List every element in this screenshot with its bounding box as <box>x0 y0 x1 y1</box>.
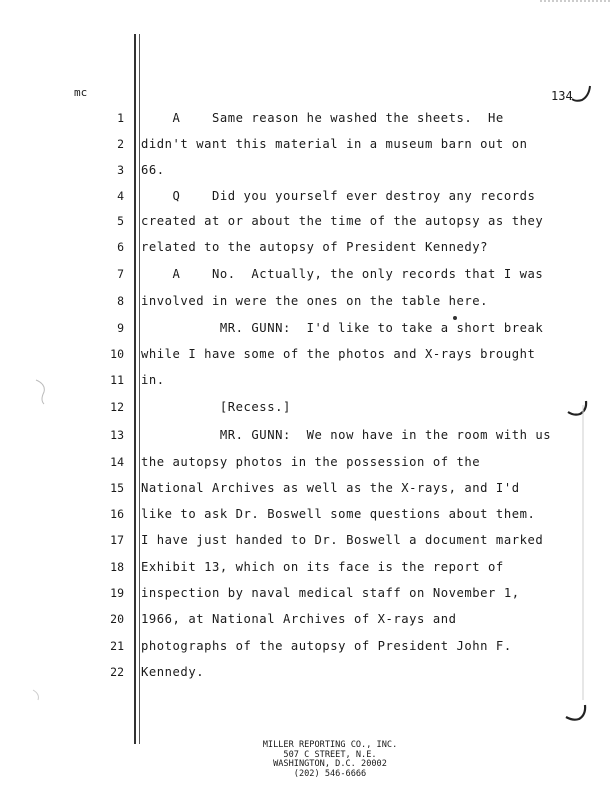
transcript-line: the autopsy photos in the possession of the <box>141 455 481 469</box>
footer-street: 507 C STREET, N.E. <box>283 749 377 760</box>
footer-city: WASHINGTON, D.C. 20002 <box>273 759 387 770</box>
line-number: 21 <box>110 639 124 653</box>
transcript-line: 1966, at National Archives of X-rays and <box>141 612 457 626</box>
transcript-line: MR. GUNN: I'd like to take a short break <box>141 321 544 335</box>
line-number: 4 <box>117 189 124 203</box>
transcript-line: A Same reason he washed the sheets. He <box>141 111 504 125</box>
transcript-line: related to the autopsy of President Kennedy? <box>141 240 489 254</box>
transcript-line: Kennedy. <box>141 665 205 679</box>
line-number: 16 <box>110 507 124 521</box>
line-number: 1 <box>117 111 124 125</box>
line-number: 5 <box>117 214 124 228</box>
line-number: 10 <box>110 347 124 361</box>
line-number: 14 <box>110 455 124 469</box>
transcript-line: created at or about the time of the autopsy as they <box>141 214 544 228</box>
transcript-line: National Archives as well as the X-rays, and I'd <box>141 481 520 495</box>
faint-mark <box>36 380 44 404</box>
line-number: 3 <box>117 163 124 177</box>
transcript-line: in. <box>141 373 165 387</box>
line-number: 13 <box>110 428 124 442</box>
line-number: 11 <box>110 373 124 387</box>
transcript-line: MR. GUNN: We now have in the room with us <box>141 428 552 442</box>
binder-hook-mark <box>566 705 585 720</box>
footer-company: MILLER REPORTING CO., INC. <box>262 740 398 750</box>
line-number: 17 <box>110 533 124 547</box>
line-number: 7 <box>117 267 124 281</box>
line-number: 15 <box>110 481 124 495</box>
transcript-line: involved in were the ones on the table here. <box>141 294 489 308</box>
transcript-line: photographs of the autopsy of President John F. <box>141 639 512 653</box>
transcript-line: Q Did you yourself ever destroy any records <box>141 189 536 203</box>
transcript-line: 66. <box>141 163 165 177</box>
transcript-line: like to ask Dr. Boswell some questions about them. <box>141 507 536 521</box>
transcript-line: while I have some of the photos and X-rays brought <box>141 347 536 361</box>
transcript-line: Exhibit 13, which on its face is the report of <box>141 560 504 574</box>
faint-mark <box>33 690 38 700</box>
line-number: 12 <box>110 400 124 414</box>
transcript-line: I have just handed to Dr. Boswell a document marked <box>141 533 544 547</box>
line-number: 19 <box>110 586 124 600</box>
line-number: 8 <box>117 294 124 308</box>
line-number: 6 <box>117 240 124 254</box>
transcript-line: [Recess.] <box>141 400 291 414</box>
page-number: 134 <box>551 89 573 103</box>
footer-phone: (202) 546-6666 <box>293 768 367 779</box>
binder-hook-mark <box>572 86 590 101</box>
line-number: 2 <box>117 137 124 151</box>
transcript-line: didn't want this material in a museum barn out on <box>141 137 528 151</box>
line-number: 9 <box>117 321 124 335</box>
transcript-line: A No. Actually, the only records that I was <box>141 267 544 281</box>
transcript-line: inspection by naval medical staff on November 1, <box>141 586 520 600</box>
reporter-initials: mc <box>74 86 88 99</box>
line-number: 20 <box>110 612 124 626</box>
speck-mark <box>453 316 457 320</box>
line-number: 18 <box>110 560 124 574</box>
line-number: 22 <box>110 665 124 679</box>
